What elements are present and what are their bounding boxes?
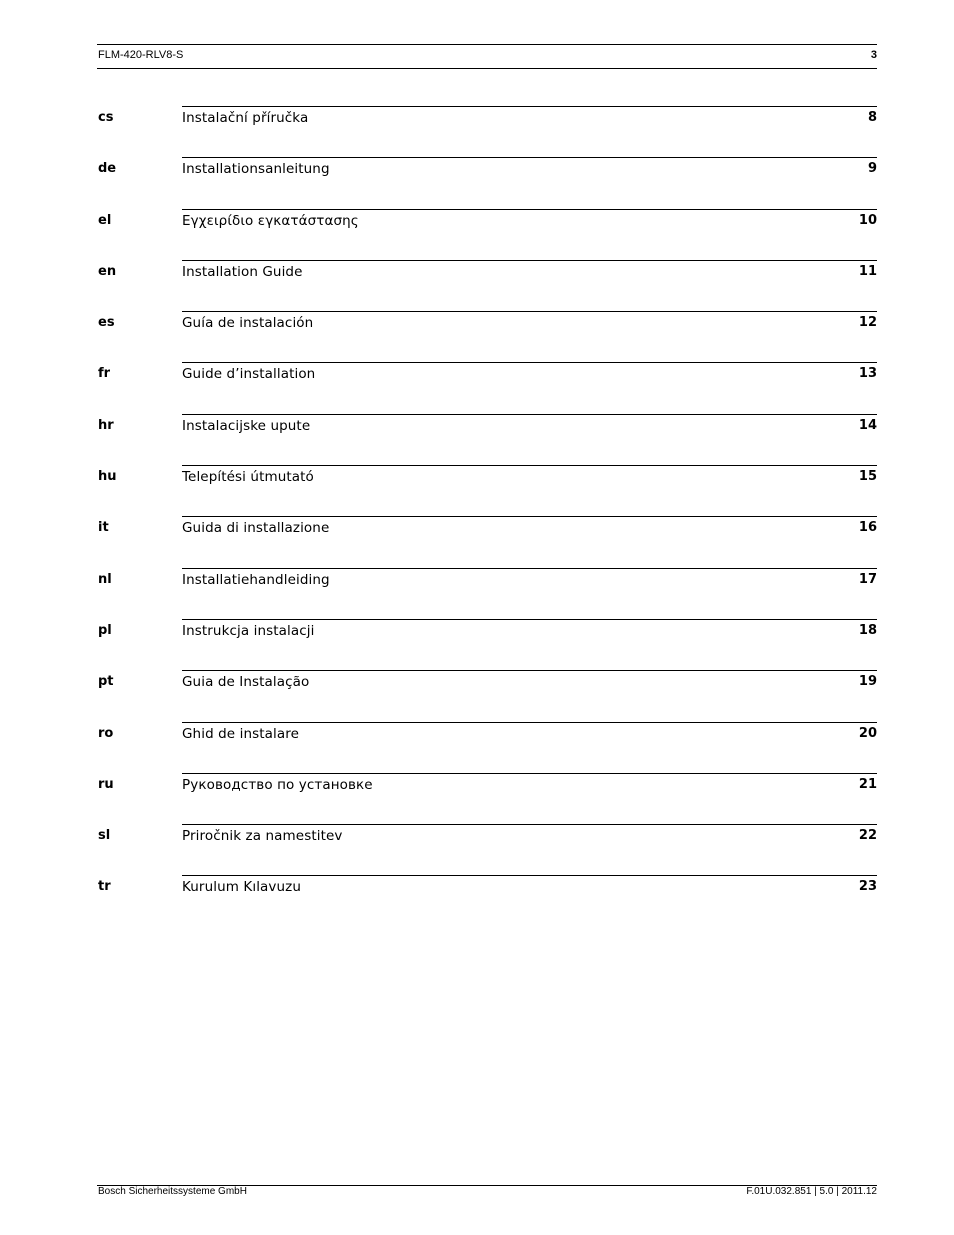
page-number: 3: [870, 49, 877, 61]
toc-entry-pl[interactable]: [97, 619, 877, 670]
entry-divider: [182, 670, 877, 671]
entry-page-number: 13: [858, 366, 877, 382]
entry-page-number: 20: [858, 725, 877, 741]
entry-divider: [182, 465, 877, 466]
guide-title: Telepítési útmutató: [182, 469, 314, 486]
language-code: en: [98, 263, 117, 279]
entry-page-number: 23: [858, 879, 877, 895]
guide-title: Ghid de instalare: [182, 725, 299, 742]
language-code: pt: [98, 674, 114, 690]
guide-title: Installation Guide: [182, 263, 303, 280]
language-code: nl: [98, 571, 112, 587]
language-code: es: [98, 315, 115, 331]
guide-title: Instalační příručka: [182, 110, 309, 126]
entry-divider: [182, 824, 877, 825]
page-footer: [97, 1185, 877, 1197]
language-code: fr: [98, 366, 111, 382]
language-code: tr: [98, 879, 111, 895]
entry-page-number: 18: [858, 622, 877, 638]
entry-divider: [182, 875, 877, 876]
toc-entry-es[interactable]: [97, 311, 877, 362]
language-code: hr: [98, 417, 114, 433]
entry-divider: [182, 157, 877, 158]
language-code: pl: [98, 622, 112, 638]
guide-title: Installationsanleitung: [182, 161, 330, 178]
language-code: el: [98, 212, 112, 228]
language-code: ru: [98, 776, 114, 792]
entry-divider: [182, 311, 877, 312]
guide-title: Guía de instalación: [182, 315, 314, 332]
entry-page-number: 17: [858, 571, 877, 587]
guide-title: Kurulum Kılavuzu: [182, 879, 302, 896]
entry-divider: [182, 362, 877, 363]
guide-title: Guida di installazione: [182, 520, 330, 537]
entry-divider: [182, 260, 877, 261]
guide-title: Guia de Instalação: [182, 674, 310, 691]
entry-page-number: 9: [867, 161, 877, 177]
toc-entry-hu[interactable]: [97, 465, 877, 516]
entry-page-number: 19: [858, 674, 877, 690]
toc-entry-it[interactable]: [97, 516, 877, 567]
toc-entry-nl[interactable]: [97, 568, 877, 619]
entry-divider: [182, 414, 877, 415]
toc-entry-de[interactable]: [97, 157, 877, 208]
language-code: ro: [98, 725, 114, 741]
entry-divider: [182, 106, 877, 107]
entry-page-number: 12: [858, 315, 877, 331]
language-code: it: [98, 520, 109, 536]
toc-entry-ru[interactable]: [97, 773, 877, 824]
entry-page-number: 10: [858, 212, 877, 228]
toc-entry-pt[interactable]: [97, 670, 877, 721]
entry-page-number: 14: [858, 417, 877, 433]
entry-divider: [182, 773, 877, 774]
entry-divider: [182, 209, 877, 210]
language-code: sl: [98, 828, 111, 844]
company-name: Bosch Sicherheitssysteme GmbH: [98, 1186, 247, 1197]
entry-page-number: 8: [867, 110, 877, 125]
entry-divider: [182, 568, 877, 569]
language-code: cs: [98, 110, 114, 125]
entry-divider: [182, 619, 877, 620]
entry-page-number: 16: [858, 520, 877, 536]
toc-entry-el[interactable]: [97, 209, 877, 260]
entry-page-number: 11: [858, 263, 877, 279]
entry-page-number: 15: [858, 469, 877, 485]
toc-entry-sl[interactable]: [97, 824, 877, 875]
guide-title: Installatiehandleiding: [182, 571, 330, 588]
toc-entry-ro[interactable]: [97, 722, 877, 773]
language-code: hu: [98, 469, 117, 485]
guide-title: Instrukcja instalacji: [182, 622, 315, 639]
toc-entry-fr[interactable]: [97, 362, 877, 413]
toc-entry-hr[interactable]: [97, 414, 877, 465]
toc-entry-tr[interactable]: [97, 875, 877, 926]
language-code: de: [98, 161, 117, 177]
entry-page-number: 21: [858, 776, 877, 792]
page-header: [97, 44, 877, 69]
document-id: FLM-420-RLV8-S: [98, 49, 184, 61]
document-reference: F.01U.032.851 | 5.0 | 2011.12: [746, 1186, 877, 1197]
entry-page-number: 22: [858, 828, 877, 844]
toc-entry-cs[interactable]: [97, 106, 877, 157]
entry-divider: [182, 516, 877, 517]
table-of-contents: [97, 106, 877, 927]
guide-title: Priročnik za namestitev: [182, 828, 343, 845]
guide-title: Руководство по установке: [182, 776, 373, 793]
guide-title: Instalacijske upute: [182, 417, 311, 434]
toc-entry-en[interactable]: [97, 260, 877, 311]
entry-divider: [182, 722, 877, 723]
guide-title: Guide d’installation: [182, 366, 316, 383]
guide-title: Εγχειρίδιο εγκατάστασης: [182, 212, 359, 229]
